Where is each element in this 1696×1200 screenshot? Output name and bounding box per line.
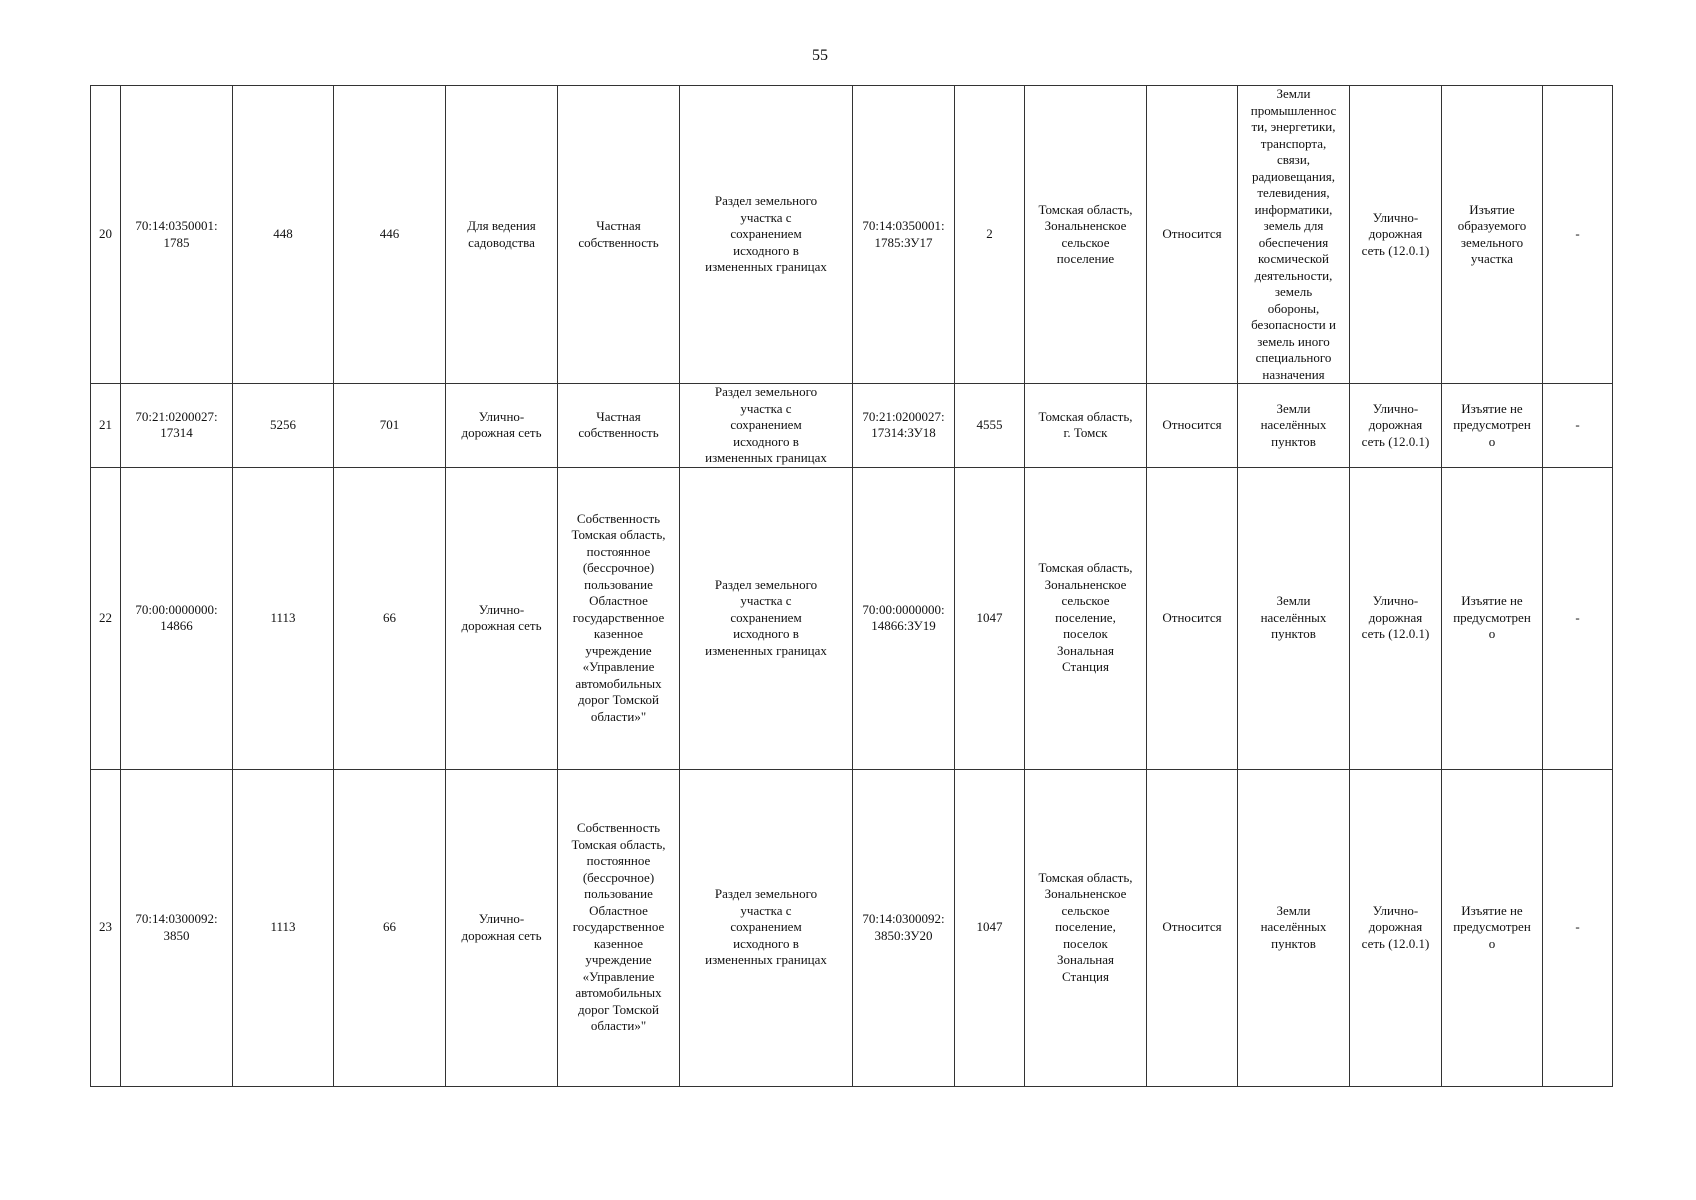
permitted-use-cell: Улично- дорожная сеть (12.0.1) (1350, 86, 1442, 384)
location-cell: Томская область, Зональненское сельское поселение (1025, 86, 1147, 384)
land-plots-table (90, 85, 1613, 1087)
seizure-cell: Изъятие не предусмотрен о (1442, 467, 1543, 769)
seized-area-cell: 701 (334, 384, 446, 468)
cadastral-number-cell: 70:14:0350001: 1785 (121, 86, 233, 384)
row-number-cell: 20 (91, 86, 121, 384)
cadastral-number-cell: 70:00:0000000: 14866 (121, 467, 233, 769)
ownership-cell: Частная собственность (558, 384, 680, 468)
land-category-cell: Земли населённых пунктов (1238, 467, 1350, 769)
new-plot-area-cell: 1047 (955, 467, 1025, 769)
total-area-cell: 448 (233, 86, 334, 384)
note-cell: - (1543, 467, 1613, 769)
formation-method-cell: Раздел земельного участка с сохранением исходного в измененных границах (680, 384, 853, 468)
seizure-cell: Изъятие не предусмотрен о (1442, 769, 1543, 1086)
new-plot-number-cell: 70:14:0300092: 3850:ЗУ20 (853, 769, 955, 1086)
new-plot-number-cell: 70:21:0200027: 17314:ЗУ18 (853, 384, 955, 468)
total-area-cell: 1113 (233, 769, 334, 1086)
formation-method-cell: Раздел земельного участка с сохранением исходного в измененных границах (680, 467, 853, 769)
formation-method-cell: Раздел земельного участка с сохранением исходного в измененных границах (680, 86, 853, 384)
seized-area-cell: 66 (334, 467, 446, 769)
land-category-cell: Земли населённых пунктов (1238, 769, 1350, 1086)
new-plot-area-cell: 4555 (955, 384, 1025, 468)
seizure-cell: Изъятие образуемого земельного участка (1442, 86, 1543, 384)
seized-area-cell: 446 (334, 86, 446, 384)
use-type-cell: Улично- дорожная сеть (446, 384, 558, 468)
relation-cell: Относится (1147, 467, 1238, 769)
ownership-cell: Собственность Томская область, постоянное (бессрочное) пользование Областное государственное казенное учреждение «Управление автомобильных дорог Томской области»" (558, 467, 680, 769)
row-number-cell: 21 (91, 384, 121, 468)
page-number: 55 (812, 47, 828, 64)
permitted-use-cell: Улично- дорожная сеть (12.0.1) (1350, 384, 1442, 468)
table-row (91, 384, 1613, 468)
relation-cell: Относится (1147, 86, 1238, 384)
ownership-cell: Собственность Томская область, постоянное (бессрочное) пользование Областное государственное казенное учреждение «Управление автомобильных дорог Томской области»" (558, 769, 680, 1086)
cadastral-number-cell: 70:14:0300092: 3850 (121, 769, 233, 1086)
land-category-cell: Земли промышленнос ти, энергетики, транспорта, связи, радиовещания, телевидения, информатики, земель для обеспечения космической деятельности, земель обороны, безопасности и земель иного специального назначения (1238, 86, 1350, 384)
permitted-use-cell: Улично- дорожная сеть (12.0.1) (1350, 467, 1442, 769)
relation-cell: Относится (1147, 384, 1238, 468)
new-plot-number-cell: 70:00:0000000: 14866:ЗУ19 (853, 467, 955, 769)
row-number-cell: 23 (91, 769, 121, 1086)
total-area-cell: 5256 (233, 384, 334, 468)
location-cell: Томская область, Зональненское сельское поселение, поселок Зональная Станция (1025, 467, 1147, 769)
total-area-cell: 1113 (233, 467, 334, 769)
new-plot-area-cell: 2 (955, 86, 1025, 384)
table-row (91, 467, 1613, 769)
row-number-cell: 22 (91, 467, 121, 769)
seizure-cell: Изъятие не предусмотрен о (1442, 384, 1543, 468)
cadastral-number-cell: 70:21:0200027: 17314 (121, 384, 233, 468)
permitted-use-cell: Улично- дорожная сеть (12.0.1) (1350, 769, 1442, 1086)
seized-area-cell: 66 (334, 769, 446, 1086)
note-cell: - (1543, 769, 1613, 1086)
use-type-cell: Улично- дорожная сеть (446, 769, 558, 1086)
note-cell: - (1543, 86, 1613, 384)
note-cell: - (1543, 384, 1613, 468)
new-plot-area-cell: 1047 (955, 769, 1025, 1086)
location-cell: Томская область, Зональненское сельское поселение, поселок Зональная Станция (1025, 769, 1147, 1086)
location-cell: Томская область, г. Томск (1025, 384, 1147, 468)
table-row (91, 769, 1613, 1086)
relation-cell: Относится (1147, 769, 1238, 1086)
formation-method-cell: Раздел земельного участка с сохранением исходного в измененных границах (680, 769, 853, 1086)
land-category-cell: Земли населённых пунктов (1238, 384, 1350, 468)
use-type-cell: Улично- дорожная сеть (446, 467, 558, 769)
ownership-cell: Частная собственность (558, 86, 680, 384)
use-type-cell: Для ведения садоводства (446, 86, 558, 384)
table-row (91, 86, 1613, 384)
new-plot-number-cell: 70:14:0350001: 1785:ЗУ17 (853, 86, 955, 384)
